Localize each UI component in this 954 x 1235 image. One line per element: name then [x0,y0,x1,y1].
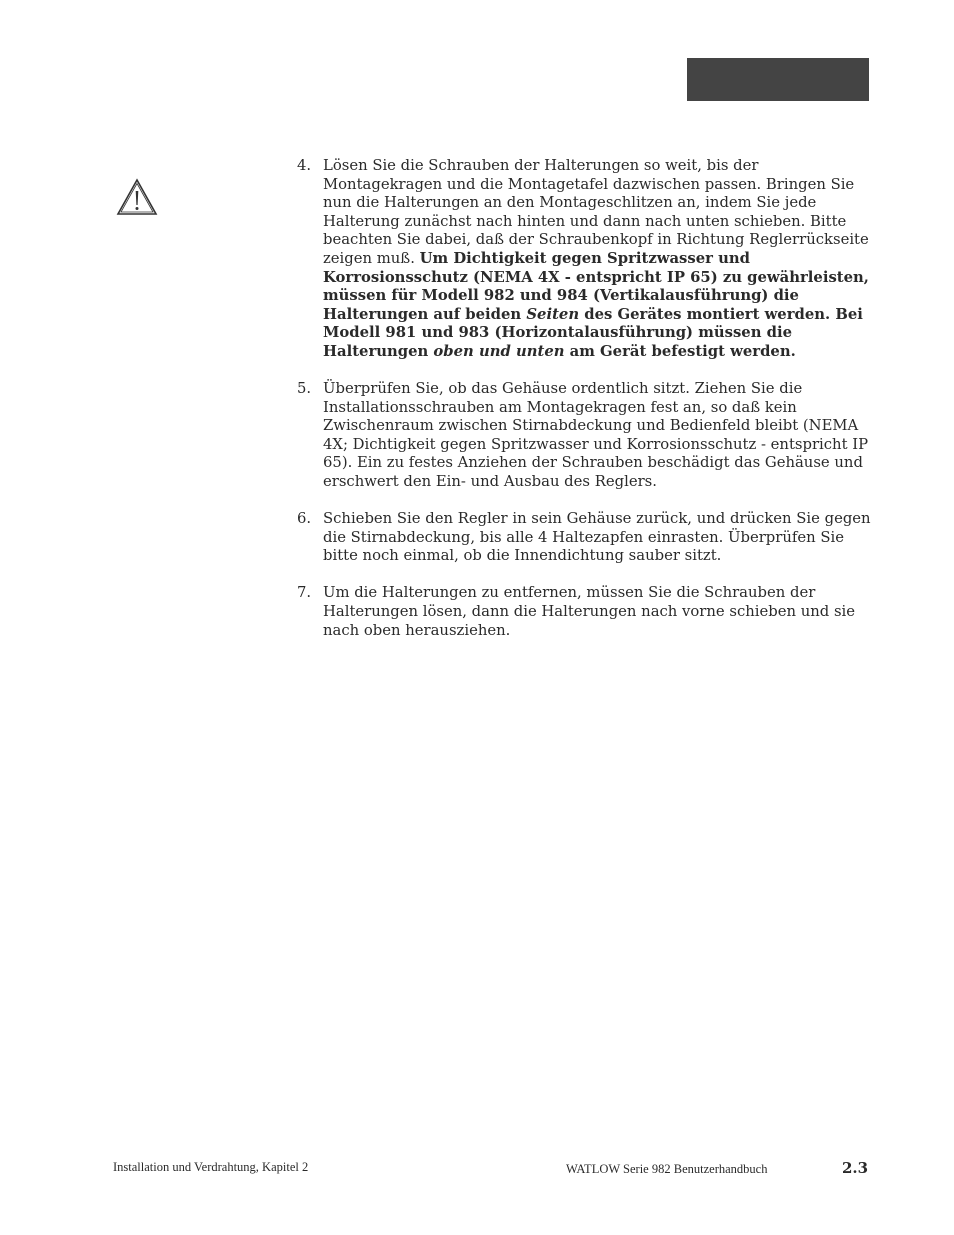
step-number: 6. [297,510,312,528]
step-text-segment: am Gerät befestigt werden. [564,342,796,360]
step-text-segment: Um Dichtigkeit gegen Spritzwasser und Korrosionsschutz (NEMA 4X - entspricht IP 65) zu gewährleisten, müssen für Modell 982 und 984 (Vertikalausführung) die Halterungen auf beiden [323,249,869,323]
step-number: 5. [297,380,312,398]
warning-triangle-icon [116,178,158,216]
step-item [297,380,872,492]
step-number: 4. [297,157,312,174]
page-number: 2.3 [842,1159,869,1177]
step-item [297,510,872,566]
footer-chapter: Installation und Verdrahtung, Kapitel 2 [113,1160,309,1174]
step-text-segment: des Gerätes montiert werden. Bei Modell 981 und 983 (Horizontalausführung) müssen die Halterungen [323,305,863,360]
step-text [323,584,872,640]
footer-manual-title: WATLOW Serie 982 Benutzerhandbuch [566,1162,768,1176]
step-text-segment: Überprüfen Sie, ob das Gehäuse ordentlich sitzt. Ziehen Sie die Installationsschrauben am Montagekragen fest an, so daß kein Zwischenraum zwischen Stirnabdeckung und Bedienfeld bleibt (NEMA 4X; Dichtigkeit gegen Spritzwasser und Korrosionsschutz - entspricht IP 65). Ein zu festes Anziehen der Schrauben beschädigt das Gehäuse und erschwert den Ein- und Ausbau des Reglers. [323,380,869,490]
step-text-segment: Um die Halterungen zu entfernen, müssen Sie die Schrauben der Halterungen lösen, dann die Halterungen nach vorne schieben und sie nach oben herausziehen. [323,584,856,639]
header-tab [687,58,869,101]
step-item [297,584,872,640]
step-text-segment: Seiten [526,305,580,323]
step-number: 7. [297,584,312,602]
step-text [323,157,872,362]
step-text [323,510,872,566]
step-item [297,157,872,362]
step-text [323,380,872,492]
step-text-segment: oben und unten [433,342,565,360]
instruction-steps [297,157,872,659]
step-text-segment: Schieben Sie den Regler in sein Gehäuse zurück, und drücken Sie gegen die Stirnabdeckung, bis alle 4 Haltezapfen einrasten. Überprüfen Sie bitte noch einmal, ob die Innendichtung sauber sitzt. [323,510,871,565]
step-text-segment: Lösen Sie die Schrauben der Halterungen so weit, bis der Montagekragen und die Montagetafel dazwischen passen. Bringen Sie nun die Halterungen an den Montageschlitzen an, indem Sie jede Halterung zunächst nach hinten und dann nach unten schieben. Bitte beachten Sie dabei, daß der Schraubenkopf in Richtung Reglerrückseite zeigen muß. [323,157,869,267]
